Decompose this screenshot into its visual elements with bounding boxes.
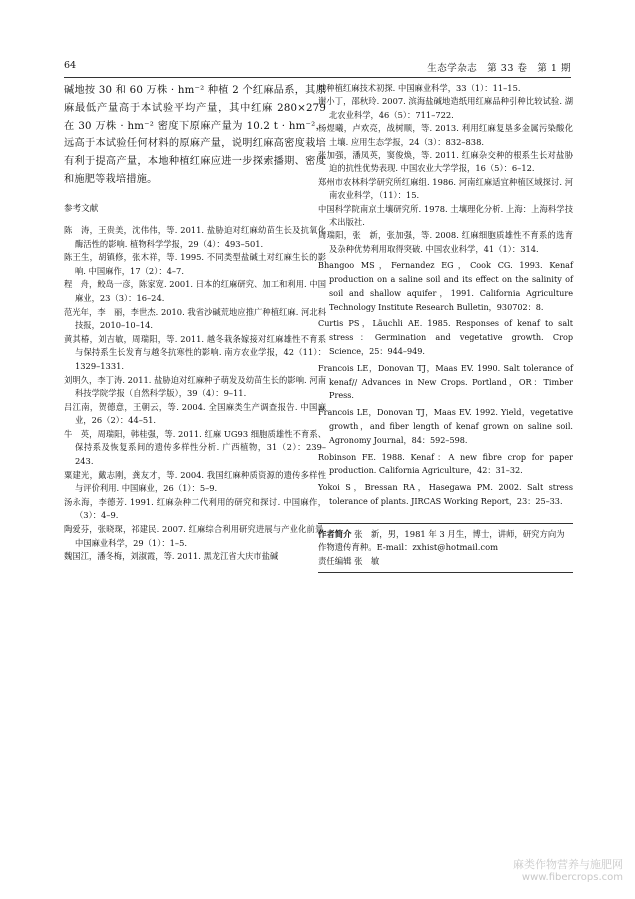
- reference-item: Yokoi S，Bressan RA，Hasegawa PM. 2002. Salt stress tolerance of plants. JIRCAS Working Report，23：25–33.: [318, 482, 573, 507]
- right-column: [318, 82, 573, 573]
- journal-info: 生态学杂志 第 33 卷 第 1 期: [427, 63, 571, 74]
- watermark-title: 麻类作物营养与施肥网: [513, 858, 623, 871]
- references-list-right: [318, 82, 573, 509]
- author-info: [318, 523, 573, 568]
- editor-line: [318, 555, 573, 568]
- references-heading: 参考文献: [64, 203, 99, 214]
- reference-item: 陈王生，胡镇修，张木祥，等. 1995. 不同类型盐碱土对红麻生长的影响. 中国麻作，17（2）：4–7.: [64, 252, 326, 276]
- reference-item: 魏国江，潘冬梅，刘淑霞，等. 2011. 黑龙江省大庆市盐碱: [64, 551, 279, 562]
- reference-item: 吕江南，贺德意，王朝云，等. 2004. 全国麻类生产调查报告. 中国麻业，26（2）：44–51.: [64, 401, 326, 426]
- reference-item: 范光年，李 丽，李世杰. 2010. 我省沙碱荒地应推广种植红麻. 河北科技报，2010–10–14.: [64, 306, 326, 331]
- reference-item: 周瑞阳，张 新，张加强，等. 2008. 红麻细胞质雄性不育系的选育及杂种优势利用取得突破. 中国农业科学，41（1）：314.: [318, 230, 573, 254]
- author-text: 张 新，男，1981 年 3 月生，博士，讲师，研究方向为作物遗传育种。E-mail：zxhist@hotmail.com: [318, 528, 565, 553]
- reference-item: 刘明久，李丁涛. 2011. 盐胁迫对红麻种子萌发及幼苗生长的影响. 河南科技学院学报（自然科学版），39（4）：9–11.: [64, 374, 326, 399]
- site-watermark: [513, 856, 623, 883]
- author-bottom-rule: [318, 568, 573, 573]
- watermark-url: www.fibercrops.com: [521, 872, 623, 883]
- body-paragraph: 碱地按 30 和 60 万株 · hm⁻² 种植 2 个红麻品系，其原麻最低产量高于本试验平均产量，其中红麻 280×279 在 30 万株 · hm⁻² 密度下原麻产量为 10.2 t · hm⁻²，远高于本试验任何材料的原麻产量，说明红麻高密度栽培有利于提高产量，本地种植红麻应进一步探索播期、密度和施肥等栽培措施。: [64, 85, 326, 185]
- page-header: [64, 58, 571, 76]
- reference-item: 牛 英，周瑞阳，韩桂强，等. 2011. 红麻 UG93 细胞质雄性不育系、保持系及恢复系间的遗传多样性分析. 广西植物，31（2）：239–243.: [64, 428, 326, 467]
- reference-item: 陈 涛，王贵美，沈伟伟，等. 2011. 盐胁迫对红麻幼苗生长及抗氧化酶活性的影响. 植物科学学报，29（4）：493–501.: [64, 224, 326, 249]
- header-rule: [64, 77, 571, 78]
- reference-item: 地种植红麻技术初探. 中国麻业科学，33（1）：11–15.: [318, 83, 521, 93]
- reference-item: Bhangoo MS，Fernandez EG，Cook CG. 1993. Kenaf production on a saline soil and its effect on the salinity of soil and shallow aquifer，1991. California Agriculture Technology Institute Research Bulletin，930702：8.: [318, 260, 573, 312]
- reference-item: 汤永海，李德芳. 1991. 红麻杂种二代利用的研究和探讨. 中国麻作，（3）：4–9.: [64, 496, 326, 521]
- references-list-left: [64, 224, 326, 564]
- author-bio: [318, 528, 573, 555]
- reference-item: Robinson FE. 1988. Kenaf：A new fibre crop for paper production. California Agriculture，42：31–32.: [318, 451, 573, 476]
- reference-item: 粟建光，戴志刚，龚友才，等. 2004. 我国红麻种质资源的遗传多样性与评价利用. 中国麻业，26（1）：5–9.: [64, 469, 326, 494]
- editor-name: 张 敏: [354, 555, 380, 566]
- reference-item: 程 舟，鲛岛一彦，陈家宽. 2001. 日本的红麻研究、加工和利用. 中国麻业，23（3）：16–24.: [64, 279, 326, 303]
- reference-item: Francois LE，Donovan TJ，Maas EV. 1992. Yield，vegetative growth，and fiber length of kenaf grown on saline soil. Agronomy Journal，84：592–598.: [318, 407, 573, 445]
- reference-item: 陶爱芬，张晓琛，祁建民. 2007. 红麻综合利用研究进展与产业化前景. 中国麻业科学，29（1）：1–5.: [64, 524, 326, 548]
- author-label: 作者简介: [318, 528, 352, 539]
- reference-item: 中国科学院南京土壤研究所. 1978. 土壤理化分析. 上海：上海科学技术出版社.: [318, 203, 573, 228]
- reference-item: 杨煜曦，卢欢亮，战树顺，等. 2013. 利用红麻复垦多金属污染酸化土壤. 应用生态学报，24（3）：832–838.: [318, 123, 573, 147]
- reference-item: 谢小丁，邵秋玲. 2007. 滨海盐碱地造纸用红麻品种引种比较试验. 湖北农业科学，46（5）：711–722.: [318, 96, 573, 120]
- reference-item: Francois LE，Donovan TJ，Maas EV. 1990. Salt tolerance of kenaf// Advances in New Crops. Portland，OR：Timber Press.: [318, 362, 573, 401]
- reference-item: Curtis PS，Läuchli AE. 1985. Responses of kenaf to salt stress：Germination and vegetative growth. Crop Science，25：944–949.: [318, 318, 573, 357]
- reference-item: 郑州市农林科学研究所红麻组. 1986. 河南红麻适宜种植区域探讨. 河南农业科学，（11）：15.: [318, 176, 573, 201]
- left-column: [64, 82, 326, 564]
- editor-label: 责任编辑: [318, 555, 352, 566]
- reference-item: 黄其椿，刘吉敏，周瑞阳，等. 2011. 越冬栽条嫁接对红麻雄性不育系与保持系生长发育与越冬抗寒性的影响. 南方农业学报，42（11）：1329–1331.: [64, 333, 326, 371]
- reference-item: 张加强，潘凤英，窦俊焕，等. 2011. 红麻杂交种的根系生长对盐胁迫的抗性优势表现. 中国农业大学学报，16（5）：6–12.: [318, 150, 573, 174]
- page-number: 64: [64, 60, 77, 71]
